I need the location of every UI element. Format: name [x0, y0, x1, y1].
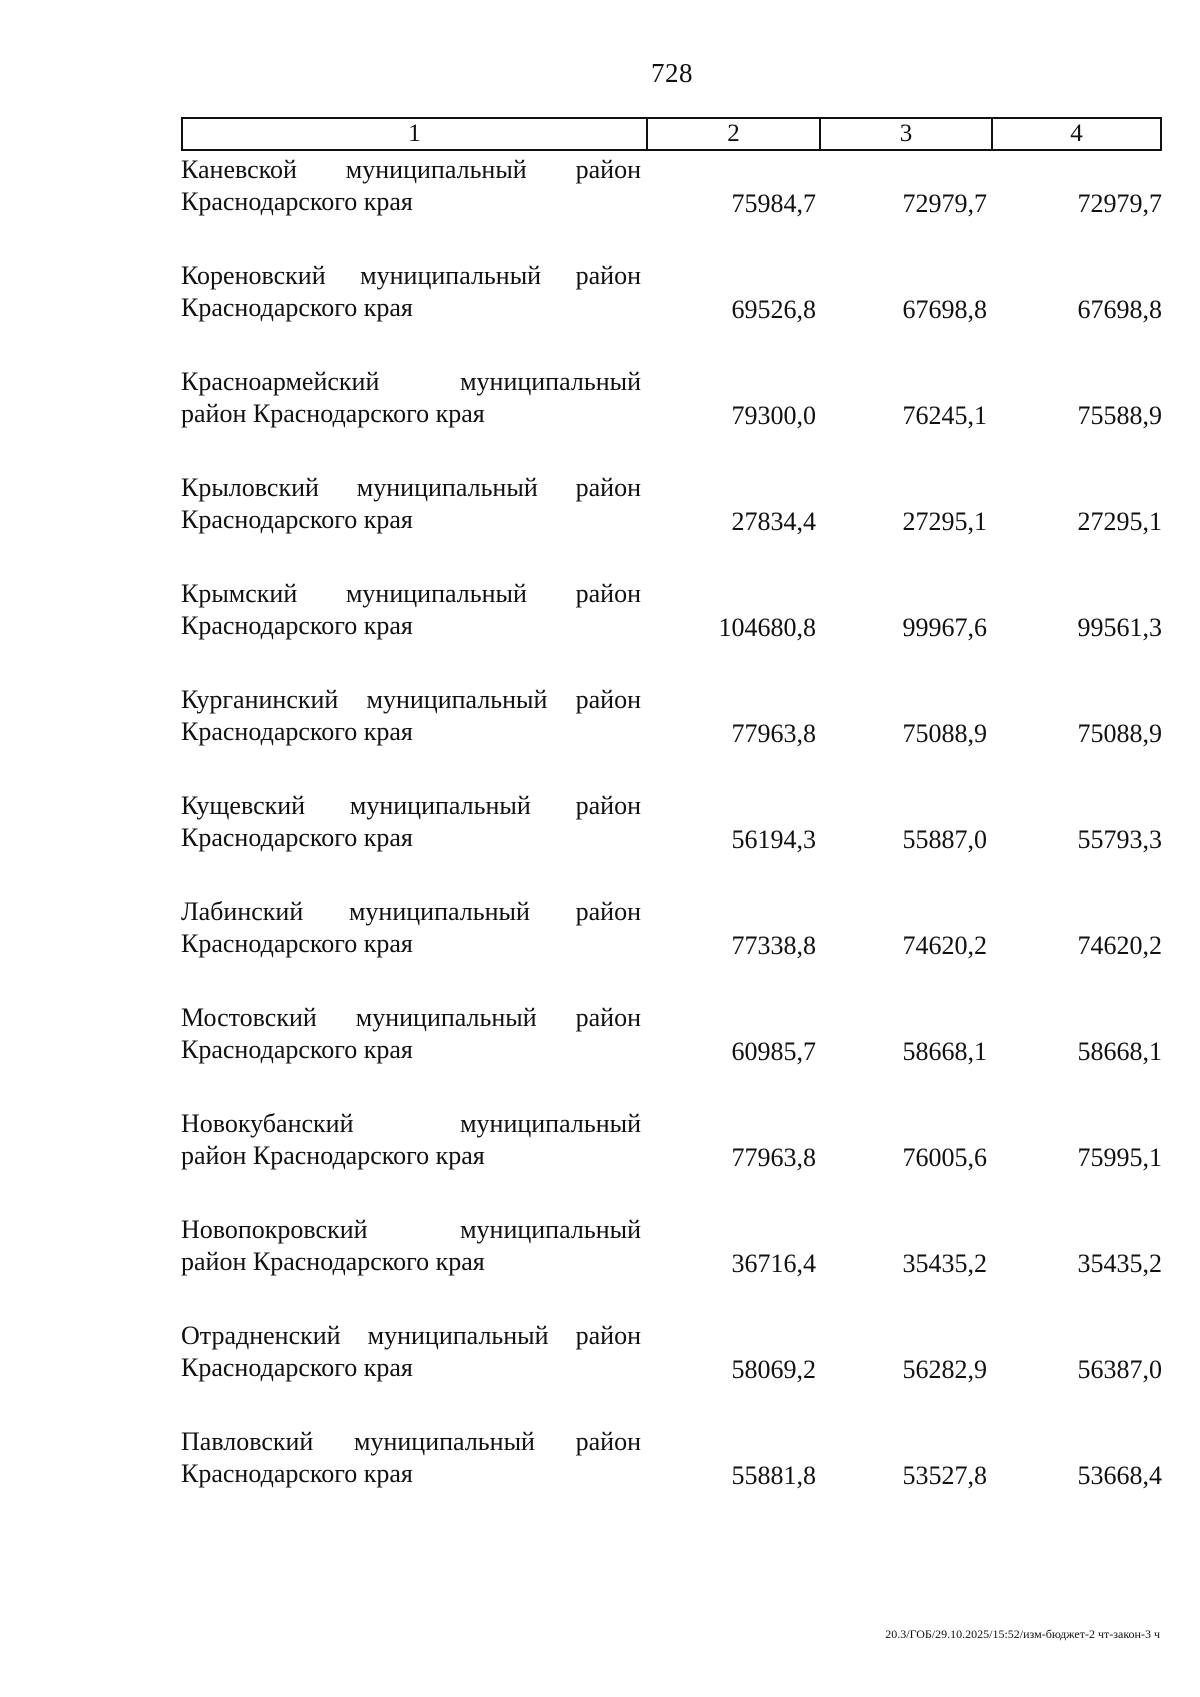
row-value-col3: 76005,6: [902, 1143, 987, 1172]
row-name-line1: Павловский муниципальный район: [181, 1427, 641, 1456]
header-cell-2: 2: [646, 119, 819, 149]
row-value-col3: 76245,1: [902, 401, 987, 430]
row-name: [181, 1214, 641, 1278]
row-name: [181, 578, 641, 642]
row-value-col3: 53527,8: [902, 1461, 987, 1490]
row-value-col2: 27834,4: [731, 507, 816, 536]
row-name-line2: район Краснодарского края: [181, 399, 485, 428]
row-name: [181, 1426, 641, 1490]
row-value-col3: 56282,9: [902, 1355, 987, 1384]
row-value-col2: 77338,8: [731, 931, 816, 960]
row-value-col2: 77963,8: [731, 1143, 816, 1172]
row-name-line2: Краснодарского края: [181, 187, 413, 216]
row-name-line2: Краснодарского края: [181, 823, 413, 852]
row-name-line2: Краснодарского края: [181, 929, 413, 958]
row-value-col4: 55793,3: [1077, 825, 1162, 854]
row-name-line1: Отрадненский муниципальный район: [181, 1321, 641, 1350]
table-row: [181, 1106, 1162, 1212]
row-name: [181, 790, 641, 854]
table-row: [181, 258, 1162, 364]
row-value-col4: 35435,2: [1077, 1249, 1162, 1278]
row-name-line2: Краснодарского края: [181, 611, 413, 640]
row-value-col2: 69526,8: [731, 295, 816, 324]
row-name: [181, 472, 641, 536]
table-row: [181, 788, 1162, 894]
row-name-line1: Крыловский муниципальный район: [181, 473, 641, 502]
row-name-line1: Новопокровский муниципальный: [181, 1215, 641, 1244]
row-name: [181, 1320, 641, 1384]
row-value-col3: 72979,7: [902, 189, 987, 218]
row-name: [181, 260, 641, 324]
row-value-col2: 58069,2: [731, 1355, 816, 1384]
row-name-line2: район Краснодарского края: [181, 1247, 485, 1276]
row-value-col3: 55887,0: [902, 825, 987, 854]
row-value-col4: 74620,2: [1077, 931, 1162, 960]
row-name-line2: Краснодарского края: [181, 505, 413, 534]
row-name-line1: Красноармейский муниципальный: [181, 367, 641, 396]
row-name-line1: Каневской муниципальный район: [181, 155, 641, 184]
table-row: [181, 682, 1162, 788]
row-value-col2: 36716,4: [731, 1249, 816, 1278]
row-value-col3: 58668,1: [902, 1037, 987, 1066]
table-row: [181, 894, 1162, 1000]
row-name: [181, 896, 641, 960]
row-value-col3: 99967,6: [902, 613, 987, 642]
footer-stamp: 20.3/ГОБ/29.10.2025/15:52/изм-бюджет-2 чт-закон-3 ч: [885, 1627, 1160, 1641]
row-value-col2: 56194,3: [731, 825, 816, 854]
row-name-line2: Краснодарского края: [181, 1035, 413, 1064]
row-value-col4: 27295,1: [1077, 507, 1162, 536]
row-name-line1: Мостовский муниципальный район: [181, 1003, 641, 1032]
table-row: [181, 1212, 1162, 1318]
header-cell-1: 1: [408, 120, 421, 147]
page-number: 728: [651, 58, 693, 88]
row-value-col4: 75088,9: [1077, 719, 1162, 748]
table-row: [181, 152, 1162, 258]
row-name-line2: Краснодарского края: [181, 293, 413, 322]
table-row: [181, 1000, 1162, 1106]
row-value-col4: 75588,9: [1077, 401, 1162, 430]
row-name: [181, 684, 641, 748]
table-row: [181, 364, 1162, 470]
row-name-line2: Краснодарского края: [181, 717, 413, 746]
header-cell-3: 3: [819, 119, 991, 149]
row-value-col2: 75984,7: [731, 189, 816, 218]
row-name: [181, 1002, 641, 1066]
row-value-col4: 99561,3: [1077, 613, 1162, 642]
row-name-line2: район Краснодарского края: [181, 1141, 485, 1170]
row-value-col3: 67698,8: [902, 295, 987, 324]
row-value-col4: 53668,4: [1077, 1461, 1162, 1490]
table-row: [181, 470, 1162, 576]
table-header: [181, 117, 1162, 151]
row-name-line2: Краснодарского края: [181, 1459, 413, 1488]
table-row: [181, 576, 1162, 682]
row-name-line1: Новокубанский муниципальный: [181, 1109, 641, 1138]
row-value-col2: 60985,7: [731, 1037, 816, 1066]
row-value-col4: 56387,0: [1077, 1355, 1162, 1384]
row-value-col2: 104680,8: [718, 613, 816, 642]
row-value-col3: 27295,1: [902, 507, 987, 536]
row-name-line1: Курганинский муниципальный район: [181, 685, 641, 714]
row-name-line1: Кущевский муниципальный район: [181, 791, 641, 820]
row-value-col4: 67698,8: [1077, 295, 1162, 324]
table-row: [181, 1318, 1162, 1424]
row-value-col3: 74620,2: [902, 931, 987, 960]
row-value-col4: 72979,7: [1077, 189, 1162, 218]
row-name-line2: Краснодарского края: [181, 1353, 413, 1382]
table-row: [181, 1424, 1162, 1530]
row-value-col2: 79300,0: [731, 401, 816, 430]
row-name: [181, 154, 641, 218]
row-name-line1: Лабинский муниципальный район: [181, 897, 641, 926]
header-cell-4: 4: [991, 119, 1160, 149]
row-value-col3: 35435,2: [902, 1249, 987, 1278]
row-value-col4: 58668,1: [1077, 1037, 1162, 1066]
row-name: [181, 1108, 641, 1172]
row-name-line1: Крымский муниципальный район: [181, 579, 641, 608]
row-name: [181, 366, 641, 430]
row-value-col3: 75088,9: [902, 719, 987, 748]
table-body: [181, 152, 1162, 1530]
row-value-col2: 55881,8: [731, 1461, 816, 1490]
row-value-col2: 77963,8: [731, 719, 816, 748]
row-value-col4: 75995,1: [1077, 1143, 1162, 1172]
row-name-line1: Кореновский муниципальный район: [181, 261, 641, 290]
